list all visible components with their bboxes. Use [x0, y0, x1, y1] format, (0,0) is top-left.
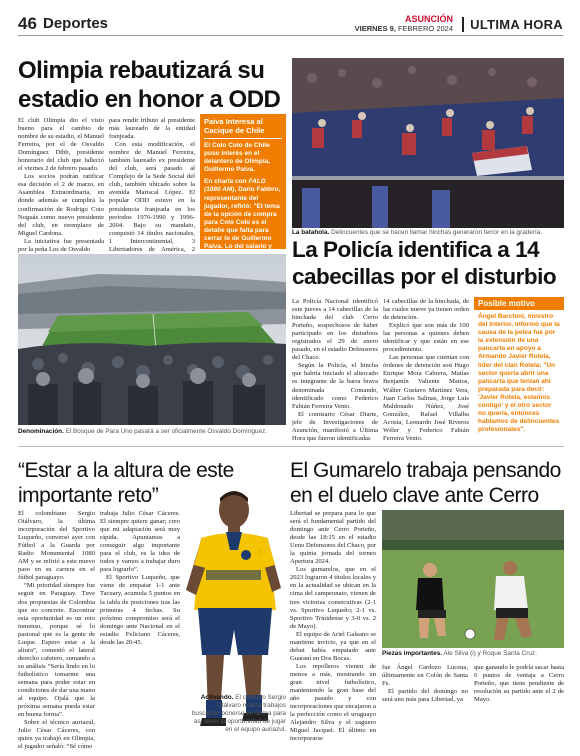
page-number: 46 [18, 14, 37, 33]
training-photo [382, 510, 564, 648]
olimpia-col-1: El club Olimpia dio el visto bueno para el cambio de nombre de su estadio, el Manuel Ferreira, por el de Osvaldo Domínguez Dibb, presidente honorario del club que falleció el viernes 2 de febrero pasado. Los socios podrán ratificar esa decisión el 2 de marzo, en Asamblea Extraordinaria, en donde además se cumplirá la confirmación de Rodrigo Coto Noguás como nuevo presidente del club, en reemplazo de Miguel Cardona. La iniciativa fue presentada por la peña Los de Osvaldo [18, 117, 104, 253]
gumarelo-col-2: fue Ángel Cardozo Lucena, últimamente en Colón de Santa Fe. El partido del domingo no será uno más para Libertad, ya [382, 664, 468, 704]
motivo-sidebox [474, 297, 564, 442]
paiva-sidebox [200, 114, 286, 249]
motivo-sidebox-title: Posible motivo [474, 297, 564, 310]
riot-photo-caption: La batahola. Delincuentes que se hacen llamar hinchas generaron terror en la gradería. [292, 229, 543, 236]
otalvaro-photo [176, 470, 286, 730]
policia-col-2: 14 cabecillas de la hinchada, de las cuales nueve ya tienen orden de detención. Explicó que son más de 100 las personas a quienes deben identificar y que están en ese procedimiento. Las personas que cuentan con órdenes de detención son Hugo Enrique Mora Cabrera, Matías Benjamín Valiente Mattos, Wálter Gustavo Martínez Vera, Juan Carlos Salinas, Jorge Luis Maldonado Núñez, José González, Rafael Villalba Acosta, Leonardo José Riveros Wéler y Federico Fabián Ferreira Vento. [383, 298, 469, 442]
policia-col-1: La Policía Nacional identificó este jueves a 14 cabecillas de la hinchada del club Cerro Porteño, sospechosos de haber participado en los disturbios registrados el 29 de enero pasado, en el estadio Defensores del Chaco. Según la Policía, el hincha que habría iniciado el altercado es integrante de la barra brava denominada Comando, identificado como Federico Fabián Ferreira Vento. El comisario César Diarte, jefe de Investigaciones de Asunción, manifestó a Última Hora que fueron identificadas [292, 298, 378, 442]
stadium-photo-caption: Denominación. El Bosque de Para Uno pasará a ser oficialmente Osvaldo Domínguez. [18, 428, 268, 435]
header-city: ASUNCIÓN [404, 14, 453, 24]
motivo-sidebox-text: Ángel Barchini, ministro del Interior, informó que la causa de la pelea fue por la extensión de una pancarta en apoyo a Armando Javier Rotela, líder del clan Rotela: "Un sector quería abrir una pancarta que tenían ahí preparada para decir: 'Javier Rotela, estamos contigo' y el otro sector no quería, entonces hablamos de delincuentes profesionales". [478, 313, 560, 434]
gumarelo-col-1: Libertad se prepara para lo que será el fundamental partido del domingo ante Cerro Porteño, desde las 18:15 en el estadio Ueno Defensores del Chaco, por la quinta jornada del torneo Apertura 2024. Los gumarelos, que en el 2023 lograron 4 títulos locales y en la actualidad se ubican en la cima del campeonato, vienen de tres victorias consecutivas (2-1 vs. Sportivo Luqueño; 2-1 vs. Sportivo Trinidense y 3-0 vs. 2 de Mayo). El equipo de Ariel Galeano se mantiene invicto, ya que en el debut había empatado ante Guaraní en Dos Bocas. Los repolleros vienen de menos a más, mostrando un gran nivel futbolístico, manteniendo la gran base del año pasado y con incorporaciones que encajaron a la perfección como el uruguayo Alejandro Silva y el zaguero Miguel Jacquet. El último en incorporarse [290, 510, 376, 743]
gumarelo-headline: El Gumarelo trabaja pensando en el duelo clave ante Cerro [290, 459, 561, 507]
newspaper-name: ULTIMA HORA [462, 17, 563, 32]
training-photo-caption: Piezas importantes. Ale Silva (i) y Roque Santa Cruz. [382, 650, 537, 657]
olimpia-col-2: para rendir tributo al presidente más laureado de la entidad franjeada. Con esta modificación, el nombre de Manuel Ferreira, también laureado ex presidente del club, será pasado al Complejo de la Sede Social del club, también ubicado sobre la avenida Mariscal López. El popular ODD estuvo en la presidencia franjeada en los períodos 1976-1990 y 1996-2004. Bajo su mandato, conquistó 14 títulos nacionales, 1 Intercontinental, 3 Libertadores de América, 2 [109, 117, 195, 253]
section-divider [18, 446, 564, 447]
header-date: VIERNES 9, FEBRERO 2024 [354, 24, 453, 33]
otalvaro-photo-caption: Activando. El cafetero Sergio Otálvaro realiza trabajos buscando ponerse en forma para así tener la oportunidad de jugar en el equipo auriazul. [191, 694, 286, 733]
otalvaro-col-1: El colombiano Sergio Otálvaro, la última incorporación del Sportivo Luqueño, conversó ayer con Fútbol a la Guarda por Radio Monumental 1080 AM y se refirió a este nuevo paso en su carrera en el fútbol paraguayo. “Mi prioridad siempre fue seguir en Paraguay. Tuve dos propuestas de Colombia que no concrete. Encontrar esta oportunidad es un reto inmenso, porque sé lo pasional que es la gente de Luque. Espero estar a la altura”, comentó el lateral derecho cafetero, sumando a su análisis “Sería lindo en lo futbolístico tomarme una semana para poder estar en condiciones de dar una mano al equipo. Ojalá que la próxima semana pueda estar en buena forma”. Sobre el técnico auriazul, Julio César Cáceres, con quien ya trabajó en Olimpia, el jugador señaló: “Sé cómo [18, 510, 95, 751]
otalvaro-headline: “Estar a la altura de este importante reto” [18, 459, 234, 507]
paiva-sidebox-title: Paiva Interesa al Cacique de Chile [204, 117, 282, 135]
paiva-sidebox-text: El Colo Colo de Chile puso interés en el delantero de Olimpia, Guillermo Paiva. En charla con FALG (1080 AM), Darío Fabbro, representante del jugador, refirió: "El tema de la opción de compra para Colo Colo es el detalle que falta para cerrar lo de Guillermo Paiva. Lo del salario y [204, 142, 281, 251]
policia-headline: La Policía identifica a 14 cabecillas por el disturbio [292, 237, 557, 289]
gumarelo-col-3: que ganando le podría sacar hasta 6 puntos de ventaja a Cerro Porteño, que tiene pendiente de resolución su partido ante el 2 de Mayo. [474, 664, 564, 704]
otalvaro-col-2: trabaja Julio César Cáceres. El siempre quiere ganar; creo que mi adaptación será muy rápida. Apuntamos a conseguir algo importante para el club, es la idea de todos y vamos a trabajar duro para lograrlo”. El Sportivo Luqueño, que viene de empatar 1-1 ante Tacuary, acumula 5 puntos en la tabla de posiciones tras las primeras 4 fechas. Su próximo compromiso será el domingo ante Nacional en el estadio Feliciano Cáceres, desde las 20:45. [100, 510, 180, 646]
stadium-photo [18, 254, 286, 425]
page-header [18, 14, 563, 36]
olimpia-headline: Olimpia rebautizará su estadio en honor a ODD [18, 57, 281, 113]
section-title: Deportes [43, 15, 109, 32]
riot-photo [292, 58, 564, 228]
